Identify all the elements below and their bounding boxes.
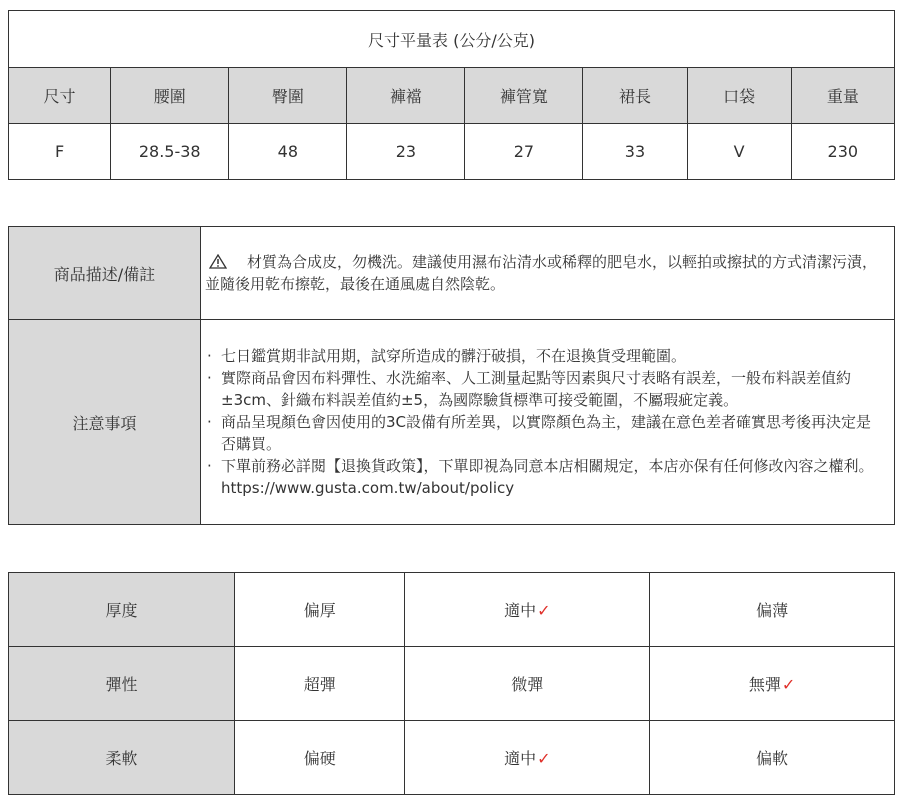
elasticity-option-high: [235, 647, 405, 721]
softness-option-soft: [650, 721, 895, 795]
softness-row: [9, 721, 895, 795]
note-item: · 商品呈現顏色會因使用的3C設備有所差異，以實際顏色為主，建議在意色差者確實思考後再決定是否購買。: [207, 411, 886, 455]
description-content: [201, 227, 895, 320]
header-weight: 重量: [791, 68, 894, 124]
check-mark-icon: ✓: [537, 601, 551, 620]
value-rise: 23: [347, 124, 465, 180]
description-row: [9, 227, 895, 320]
thickness-option-thick: [235, 573, 405, 647]
value-pocket: V: [687, 124, 791, 180]
note-item-policy: · 下單前務必詳閱【退換貨政策】，下單即視為同意本店相關規定，本店亦保有任何修改內容之權利。https://www.gusta.com.tw/about/policy: [207, 455, 886, 499]
value-leg-width: 27: [465, 124, 583, 180]
elasticity-row: [9, 647, 895, 721]
elasticity-option-none: [650, 647, 895, 721]
option-text: 適中: [504, 749, 537, 768]
size-table-title: 尺寸平量表 (公分/公克): [9, 11, 895, 68]
description-text: 材質為合成皮，勿機洗。建議使用濕布沾清水或稀釋的肥皂水，以輕拍或擦拭的方式清潔污漬，並隨後用乾布擦乾，最後在通風處自然陰乾。: [205, 253, 878, 293]
header-pocket: 口袋: [687, 68, 791, 124]
value-size: F: [9, 124, 111, 180]
thickness-option-medium: [405, 573, 650, 647]
description-label: 商品描述/備註: [9, 227, 201, 320]
notes-content: [201, 320, 895, 525]
softness-label: 柔軟: [9, 721, 235, 795]
header-waist: 腰圍: [111, 68, 229, 124]
size-table: [8, 10, 895, 180]
option-text: 無彈: [748, 675, 781, 694]
check-mark-icon: ✓: [537, 749, 551, 768]
option-text: 偏厚: [303, 601, 336, 620]
option-text: 適中: [504, 601, 537, 620]
thickness-label: 厚度: [9, 573, 235, 647]
size-value-row: [9, 124, 895, 180]
elasticity-option-slight: [405, 647, 650, 721]
value-waist: 28.5-38: [111, 124, 229, 180]
notes-row: [9, 320, 895, 525]
notes-label: 注意事項: [9, 320, 201, 525]
header-skirt-length: 裙長: [583, 68, 687, 124]
size-header-row: [9, 68, 895, 124]
note-item: · 實際商品會因布料彈性、水洗縮率、人工測量起點等因素與尺寸表略有誤差，一般布料誤差值約±3cm、針織布料誤差值約±5，為國際驗貨標準可接受範圍，不屬瑕疵定義。: [207, 367, 886, 411]
thickness-row: [9, 573, 895, 647]
check-mark-icon: ✓: [781, 675, 796, 694]
value-weight: 230: [791, 124, 894, 180]
option-text: 偏軟: [756, 749, 789, 768]
value-skirt-length: 33: [583, 124, 687, 180]
thickness-option-thin: [650, 573, 895, 647]
value-hip: 48: [229, 124, 347, 180]
fabric-feel-table: [8, 572, 895, 795]
warning-triangle-icon: [209, 251, 227, 273]
description-table: [8, 226, 895, 525]
option-text: 偏薄: [756, 601, 789, 620]
softness-option-hard: [235, 721, 405, 795]
option-text: 偏硬: [303, 749, 336, 768]
elasticity-label: 彈性: [9, 647, 235, 721]
header-rise: 褲襠: [347, 68, 465, 124]
option-text: 微彈: [511, 675, 544, 694]
header-leg-width: 褲管寬: [465, 68, 583, 124]
header-size: 尺寸: [9, 68, 111, 124]
header-hip: 臀圍: [229, 68, 347, 124]
option-text: 超彈: [303, 675, 336, 694]
note-item: · 七日鑑賞期非試用期，試穿所造成的髒汙破損，不在退換貨受理範圍。: [207, 345, 886, 367]
softness-option-medium: [405, 721, 650, 795]
